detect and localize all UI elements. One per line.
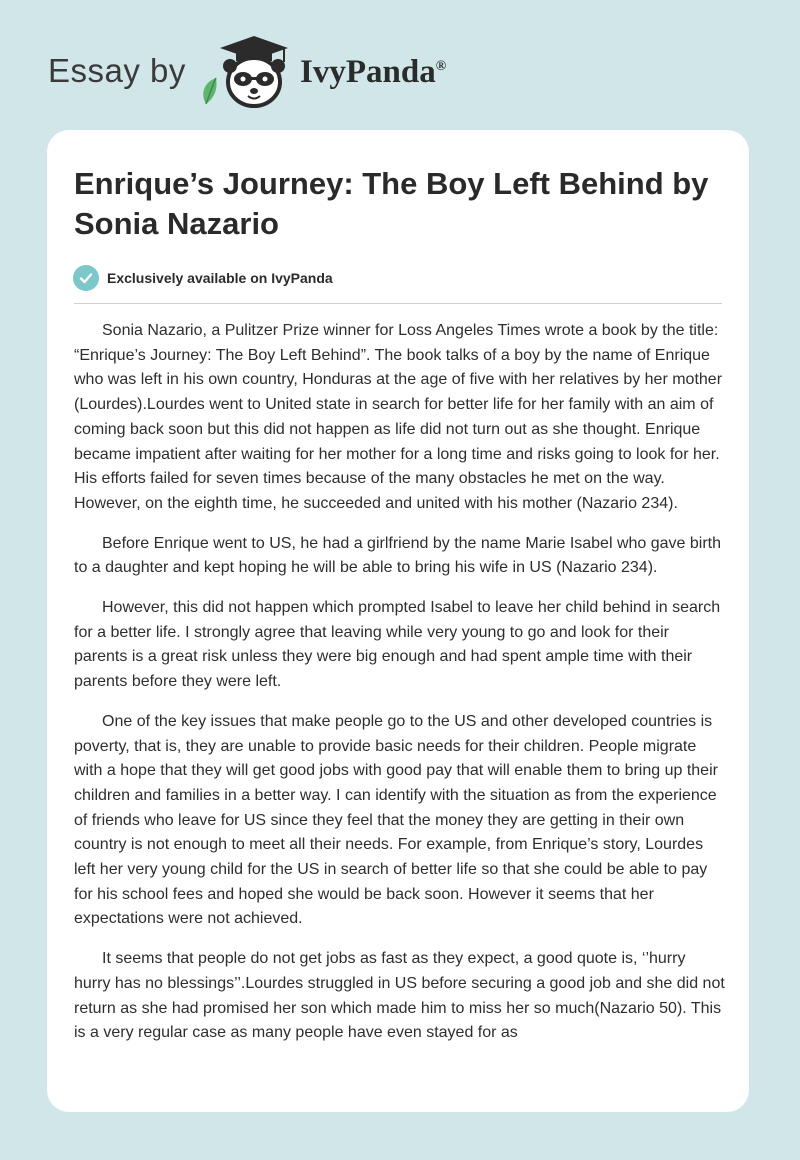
exclusive-badge-label: Exclusively available on IvyPanda bbox=[107, 270, 333, 286]
paragraph: One of the key issues that make people go to the US and other developed countries is poverty, that is, they are unable to provide basic needs for their children. People migrate with a hope that they will get good jobs with good pay that will enable them to bring up their children and families in a better way. I can identify with the situation as from the experience of friends who leave for US since they feel that the money they are getting in their own country is not enough to meet all their needs. For example, from Enrique’s story, Lourdes left her very young child for the US in search of better life so that she could be able to pay for his school fees and hoped she would be back soon. However it seems that her expectations were not achieved. bbox=[74, 712, 718, 928]
essay-by-label: Essay by bbox=[48, 52, 186, 89]
essay-card bbox=[47, 130, 749, 1112]
page-title: Enrique’s Journey: The Boy Left Behind by Sonia Nazario bbox=[74, 166, 709, 241]
paragraph: It seems that people do not get jobs as fast as they expect, a good quote is, ‘’hurry hurry has no blessings’’.Lourdes struggled in US before securing a good job and she did not return as she had promised her son which made him to miss her so much(Nazario 50). This is a very regular case as many people have even stayed for as bbox=[74, 950, 725, 1042]
divider bbox=[74, 303, 722, 304]
essay-body bbox=[74, 319, 726, 1061]
check-icon bbox=[73, 265, 99, 291]
panda-logo-icon[interactable] bbox=[196, 34, 294, 110]
exclusive-badge bbox=[73, 264, 333, 292]
paragraph: However, this did not happen which prompted Isabel to leave her child behind in search for a better life. I strongly agree that leaving while very young to go and look for their parents is a great risk unless they were big enough and had spent ample time with their parents before they were left. bbox=[74, 599, 721, 691]
registered-mark: ® bbox=[435, 59, 447, 74]
brand-name[interactable]: IvyPanda® bbox=[300, 54, 447, 90]
paragraph: Before Enrique went to US, he had a girlfriend by the name Marie Isabel who gave birth to a daughter and kept hoping he will be able to bring his wife in US (Nazario 234). bbox=[74, 534, 722, 577]
site-header bbox=[48, 30, 568, 110]
paragraph: Sonia Nazario, a Pulitzer Prize winner for Loss Angeles Times wrote a book by the title: “Enrique’s Journey: The Boy Left Behind”. The book talks of a boy by the name of Enrique who was left in his own country, Honduras at the age of five with her relatives by her mother (Lourdes).Lourdes went to United state in search for better life for her family with an aim of coming back soon but this did not happen as life did not turn out as she thought. Enrique became impatient after waiting for her mother for a long time and risks going to look for her. His efforts failed for seven times because of the many obstacles he met on the way. However, on the eighth time, he succeeded and united with his mother (Nazario 234). bbox=[74, 322, 723, 512]
